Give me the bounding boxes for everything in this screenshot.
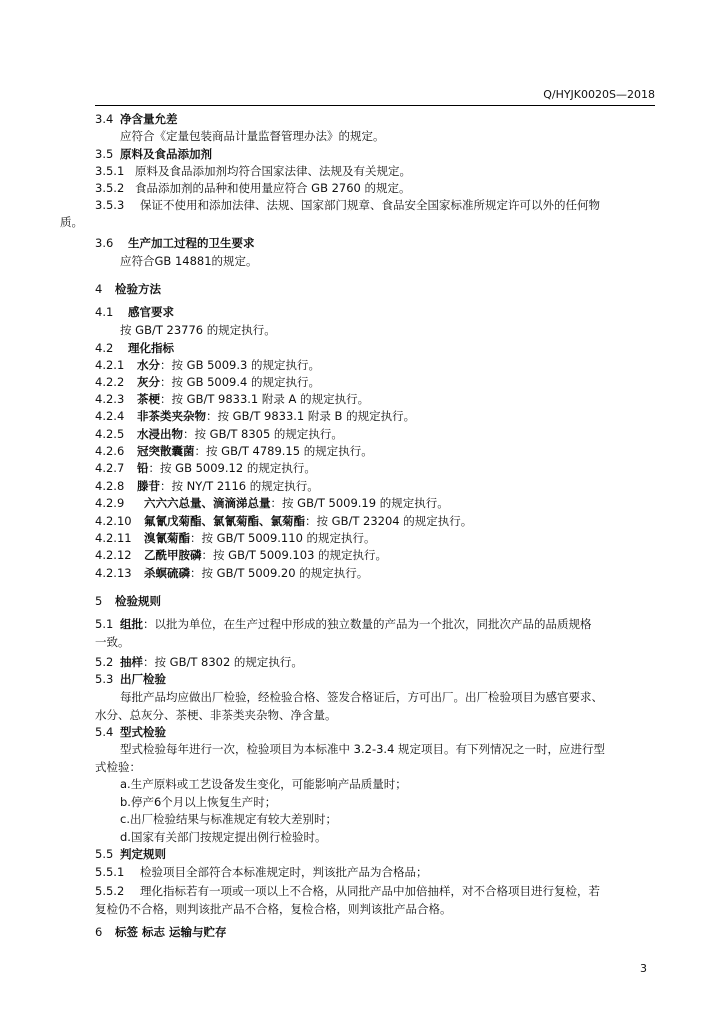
clause-label: 铅 [137, 461, 149, 475]
clause-body: ：按 GB 5009.4 的规定执行。 [160, 375, 321, 389]
page-number: 3 [640, 962, 647, 975]
clause-number: 4.2.13 [95, 566, 132, 580]
clause-text: 复检仍不合格，则判该批产品不合格，复检合格，则判该批产品合格。 [95, 902, 452, 916]
clause-text: 水分、总灰分、茶梗、非茶类夹杂物、净含量。 [95, 708, 337, 722]
section-heading: 检验规则 [115, 594, 161, 608]
clause-body: ：以批为单位，在生产过程中形成的独立数量的产品为一个批次，同批次产品的品质规格 [143, 617, 592, 631]
clause-text: 质。 [60, 215, 83, 229]
clause-text: 应符合《定量包装商品计量监督管理办法》的规定。 [120, 129, 385, 143]
clause-number: 4.2.7 [95, 461, 125, 475]
clause-text: 式检验： [95, 760, 141, 774]
clause-body: ：按 GB/T 5009.103 的规定执行。 [201, 548, 388, 562]
clause-text [144, 513, 472, 529]
clause-label: 茶梗 [137, 392, 160, 406]
clause-text [144, 565, 368, 581]
section-heading: 判定规则 [120, 847, 166, 861]
clause-number: 4.2.8 [95, 479, 125, 493]
clause-text: 食品添加剂的品种和使用量应符合 GB 2760 的规定。 [135, 181, 411, 195]
clause-number: 5.5.1 [95, 865, 125, 879]
clause-text: 保证不使用和添加法律、法规、国家部门规章、食品安全国家标准所规定许可以外的任何物 [140, 198, 600, 212]
clause-text: 按 GB/T 23776 的规定执行。 [120, 323, 276, 337]
header-rule [95, 105, 655, 106]
section-heading: 净含量允差 [120, 112, 178, 126]
clause-number: 3.5.2 [95, 181, 125, 195]
document-code: Q/HYJK0020S—2018 [543, 88, 655, 101]
clause-text [137, 443, 373, 459]
clause-number: 4.2.9 [95, 496, 125, 510]
clause-number: 4.2.3 [95, 392, 125, 406]
clause-label: 滕苷 [137, 479, 160, 493]
clause-body: ：按 GB/T 9833.1 附录 B 的规定执行。 [206, 409, 416, 423]
clause-text: 原料及食品添加剂均符合国家法律、法规及有关规定。 [135, 164, 411, 178]
clause-number: 3.4 [95, 112, 114, 126]
clause-number: 6 [95, 925, 103, 939]
clause-body: ：按 GB/T 4789.15 的规定执行。 [194, 444, 373, 458]
clause-number: 4.2.4 [95, 409, 125, 423]
section-heading: 原料及食品添加剂 [120, 147, 212, 161]
clause-text [137, 426, 343, 442]
clause-text [144, 547, 387, 563]
clause-text [137, 357, 320, 373]
clause-number: 5.5.2 [95, 884, 125, 898]
clause-number: 5.3 [95, 672, 114, 686]
clause-text: d.国家有关部门按规定提出例行检验时。 [120, 830, 327, 844]
clause-number: 4.2.12 [95, 548, 132, 562]
clause-number: 5.4 [95, 725, 114, 739]
clause-number: 5.5 [95, 847, 114, 861]
clause-number: 4.2.6 [95, 444, 125, 458]
clause-label: 乙酰甲胺磷 [144, 548, 202, 562]
clause-label: 溴氰菊酯 [144, 531, 190, 545]
clause-number: 3.6 [95, 236, 114, 250]
clause-label: 杀螟硫磷 [144, 566, 190, 580]
clause-body: ：按 GB/T 5009.110 的规定执行。 [190, 531, 376, 545]
clause-body: ：按 GB 5009.3 的规定执行。 [160, 358, 321, 372]
clause-text: 应符合GB 14881的规定。 [120, 254, 258, 268]
clause-number: 5.2 [95, 655, 114, 669]
clause-body: ：按 GB/T 8305 的规定执行。 [183, 427, 343, 441]
clause-body: ：按 GB/T 5009.19 的规定执行。 [270, 496, 449, 510]
clause-number: 4.2.11 [95, 531, 132, 545]
clause-text [137, 374, 320, 390]
clause-text [137, 391, 369, 407]
clause-body: ：按 NY/T 2116 的规定执行。 [160, 479, 319, 493]
clause-number: 3.5.3 [95, 198, 125, 212]
clause-label: 组批 [120, 617, 143, 631]
clause-body: ：按 GB 5009.12 的规定执行。 [148, 461, 316, 475]
clause-label: 六六六总量、滴滴涕总量 [144, 496, 271, 510]
clause-body: ：按 GB/T 8302 的规定执行。 [143, 655, 303, 669]
clause-label: 抽样 [120, 655, 143, 669]
clause-number: 4.1 [95, 305, 114, 319]
clause-text [137, 460, 316, 476]
clause-text [120, 654, 303, 670]
clause-label: 非茶类夹杂物 [137, 409, 206, 423]
clause-text: 型式检验每年进行一次，检验项目为本标准中 3.2-3.4 规定项目。有下列情况之一时，应进行型 [120, 742, 606, 756]
section-heading: 型式检验 [120, 725, 166, 739]
clause-number: 5.1 [95, 617, 114, 631]
clause-label: 灰分 [137, 375, 160, 389]
section-heading: 检验方法 [115, 282, 161, 296]
section-heading: 生产加工过程的卫生要求 [128, 236, 255, 250]
clause-text [137, 408, 415, 424]
clause-text [144, 495, 449, 511]
section-heading: 感官要求 [128, 305, 174, 319]
clause-text [137, 478, 319, 494]
clause-number: 4.2.10 [95, 514, 132, 528]
clause-label: 水浸出物 [137, 427, 183, 441]
clause-number: 3.5.1 [95, 164, 125, 178]
clause-text: b.停产6个月以上恢复生产时； [120, 795, 277, 809]
clause-number: 3.5 [95, 147, 114, 161]
clause-body: ：按 GB/T 23204 的规定执行。 [305, 514, 473, 528]
clause-number: 4.2.2 [95, 375, 125, 389]
clause-number: 4.2.1 [95, 358, 125, 372]
clause-number: 4.2.5 [95, 427, 125, 441]
clause-text [120, 616, 592, 632]
clause-number: 5 [95, 594, 103, 608]
clause-text: a.生产原料或工艺设备发生变化，可能影响产品质量时； [120, 777, 407, 791]
clause-number: 4 [95, 282, 103, 296]
clause-text: 检验项目全部符合本标准规定时，判该批产品为合格品； [140, 865, 428, 879]
clause-label: 氟氰戊菊酯、氯氰菊酯、氯菊酯 [144, 514, 305, 528]
clause-label: 水分 [137, 358, 160, 372]
clause-label: 冠突散囊菌 [137, 444, 195, 458]
section-heading: 标签 标志 运输与贮存 [115, 925, 227, 939]
clause-text: c.出厂检验结果与标准规定有较大差别时； [120, 812, 337, 826]
clause-body: ：按 GB/T 9833.1 附录 A 的规定执行。 [160, 392, 370, 406]
section-heading: 理化指标 [128, 341, 174, 355]
clause-body: ：按 GB/T 5009.20 的规定执行。 [190, 566, 369, 580]
clause-text: 一致。 [95, 635, 130, 649]
clause-text: 理化指标若有一项或一项以上不合格，从同批产品中加倍抽样，对不合格项目进行复检，若 [140, 884, 600, 898]
clause-text: 每批产品均应做出厂检验，经检验合格、签发合格证后，方可出厂。出厂检验项目为感官要求、 [120, 690, 603, 704]
section-heading: 出厂检验 [120, 672, 166, 686]
clause-text [144, 530, 376, 546]
clause-number: 4.2 [95, 341, 114, 355]
